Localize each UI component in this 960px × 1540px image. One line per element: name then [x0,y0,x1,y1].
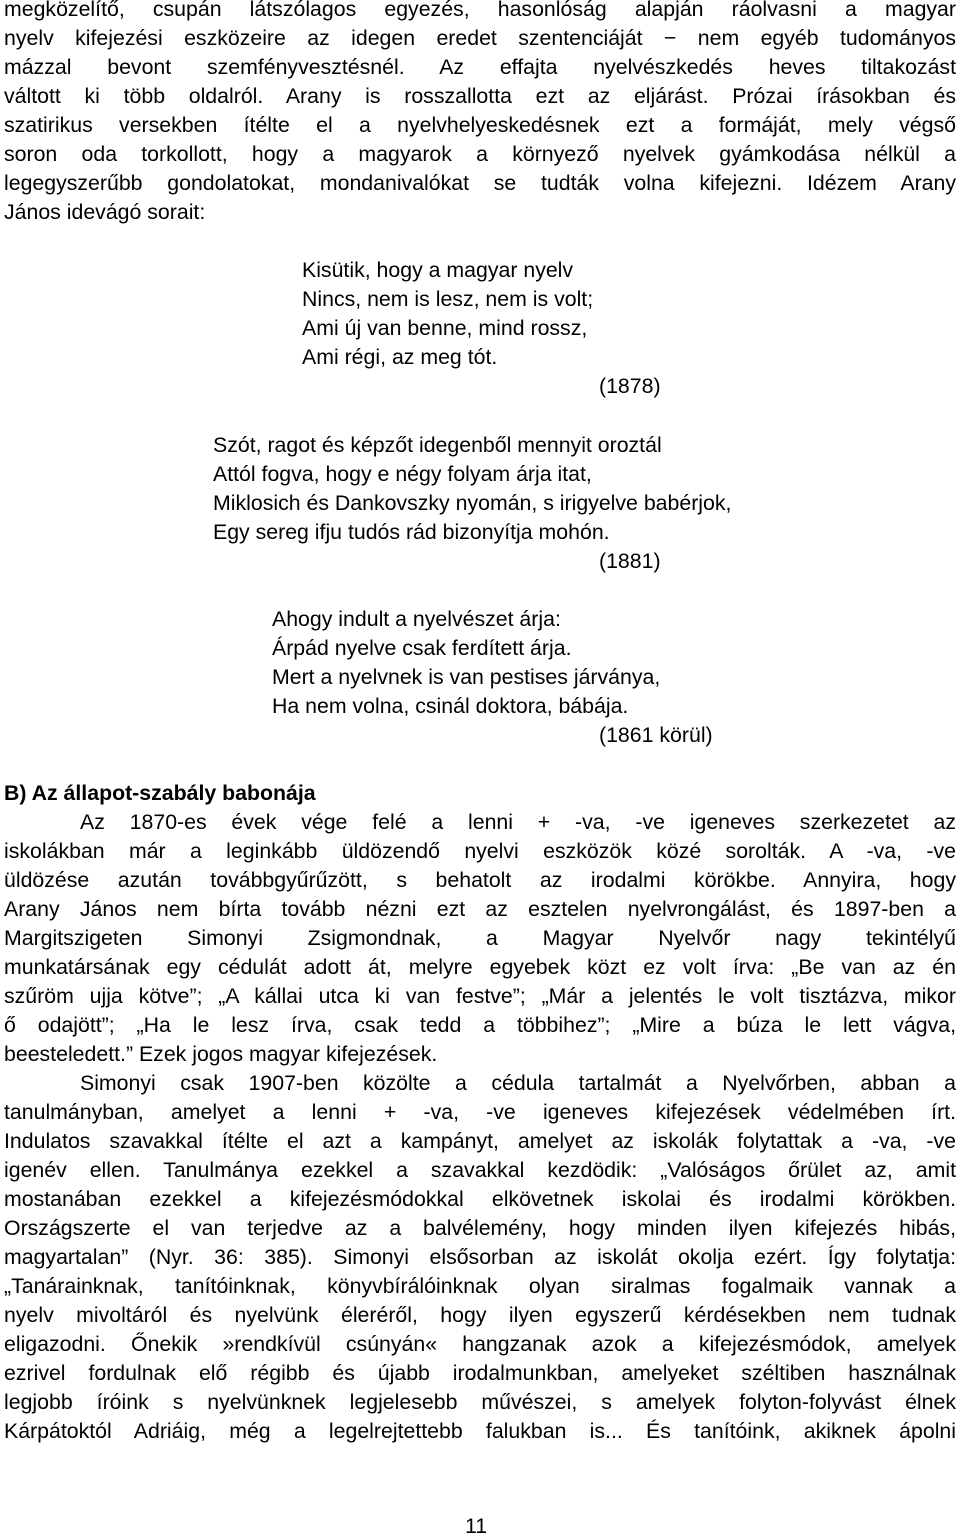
poem-line: Ahogy indult a nyelvészet árja: [272,607,561,631]
body-line: mostanában ezekkel a kifejezésmódokkal elkövetnek iskolai és irodalmi körökben. [4,1187,956,1211]
body-line: Országszerte el van terjedve az a balvélemény, hogy minden ilyen kifejezés hibás, [4,1216,956,1240]
body-line: Margitszigeten Simonyi Zsigmondnak, a Magyar Nyelvőr nagy tekintélyű [4,926,956,950]
body-line: legjobb íróink s nyelvünknek legjelesebb művészei, s amelyek folyton-folyvást élnek [4,1390,956,1414]
intro-line: szatirikus versekben ítélte el a nyelvhelyeskedésnek ezt a formáját, mely végső [4,113,956,137]
body-line: iskolákban már a leginkább üldözendő nyelvi eszközök közé sorolták. A -va, -ve [4,839,956,863]
body-line: munkatársának egy cédulát adott át, melyre egyebek közt ez volt írva: „Be van az én [4,955,956,979]
page-number: 11 [465,1514,488,1538]
body-line: ő odajött”; „Ha le lesz írva, csak tedd a többihez”; „Mire a búza le lett vágva, [4,1013,956,1037]
intro-line: legegyszerűbb gondolatokat, mondanivalókat se tudták volna kifejezni. Idézem Arany [4,171,956,195]
section-heading: B) Az állapot-szabály babonája [4,781,316,805]
poem-line: Ami régi, az meg tót. [302,345,498,369]
body-line: nyelv mivoltáról és nyelvünk éleréről, hogy ilyen egyszerű kérdésekben nem tudnak [4,1303,956,1327]
body-line: üldözése azután továbbgyűrűzött, s behatolt az irodalmi körökbe. Annyira, hogy [4,868,956,892]
poem-line: Mert a nyelvnek is van pestises járványa, [272,665,661,689]
body-line: Indulatos szavakkal ítélte el azt a kampányt, amelyet az iskolák folytattak a -va, -ve [4,1129,956,1153]
body-line: beesteledett.” Ezek jogos magyar kifejezések. [4,1042,438,1066]
body-line: „Tanárainknak, tanítóinknak, könyvbírálóinknak olyan siralmas fogalmaik vannak a [4,1274,956,1298]
intro-line: váltott ki több oldalról. Arany is rosszallotta ezt az eljárást. Prózai írásokban és [4,84,956,108]
body-line: magyartalan” (Nyr. 36: 385). Simonyi elsősorban az iskolát okolja ezért. Így folytatja: [4,1245,956,1269]
poem-line: Ha nem volna, csinál doktora, bábája. [272,694,629,718]
body-line: szűröm ujja kötve”; „A kállai utca ki van festve”; „Már a jelentés le volt tisztázva, mikor [4,984,956,1008]
body-line: tanulmányban, amelyet a lenni + -va, -ve igeneves kifejezések védelmében írt. [4,1100,956,1124]
intro-line: mázzal bevont szemfényvesztésnél. Az effajta nyelvészkedés heves tiltakozást [4,55,956,79]
intro-line: soron oda torkollott, hogy a magyarok a környező nyelvek gyámkodása nélkül a [4,142,956,166]
poem-line: Ami új van benne, mind rossz, [302,316,588,340]
body-line: Simonyi csak 1907-ben közölte a cédula tartalmát a Nyelvőrben, abban a [80,1071,956,1095]
poem-date: (1878) [599,374,661,398]
poem-line: Attól fogva, hogy e négy folyam árja itat, [213,462,592,486]
intro-line: nyelv kifejezési eszközeire az idegen eredet szentenciáját − nem egyéb tudományos [4,26,956,50]
body-line: Arany János nem bírta tovább nézni ezt az esztelen nyelvrongálást, és 1897-ben a [4,897,956,921]
body-line: Az 1870-es évek vége felé a lenni + -va, -ve igeneves szerkezetet az [80,810,956,834]
body-line: eligazodni. Őnekik »rendkívül csúnyán« hangzanak azok a kifejezésmódok, amelyek [4,1332,956,1356]
poem-line: Árpád nyelve csak ferdített árja. [272,636,572,660]
intro-line: megközelítő, csupán látszólagos egyezés, hasonlóság alapján ráolvasni a magyar [4,0,956,21]
poem-date: (1881) [599,549,661,573]
poem-line: Egy sereg ifju tudós rád bizonyítja mohón. [213,520,610,544]
poem-line: Nincs, nem is lesz, nem is volt; [302,287,594,311]
body-line: igenév ellen. Tanulmánya ezekkel a szavakkal kezdödik: „Valóságos őrület az, amit [4,1158,956,1182]
intro-line: János idevágó sorait: [4,200,206,224]
body-line: Kárpátoktól Adriáig, még a legelrejtettebb falukban is... És tanítóink, akiknek ápolni [4,1419,956,1443]
poem-date: (1861 körül) [599,723,713,747]
poem-line: Kisütik, hogy a magyar nyelv [302,258,574,282]
body-line: ezrivel fordulnak elő régibb és újabb irodalmunkban, amelyeket széltiben használnak [4,1361,956,1385]
poem-line: Miklosich és Dankovszky nyomán, s irigyelve babérjok, [213,491,732,515]
poem-line: Szót, ragot és képzőt idegenből mennyit oroztál [213,433,662,457]
